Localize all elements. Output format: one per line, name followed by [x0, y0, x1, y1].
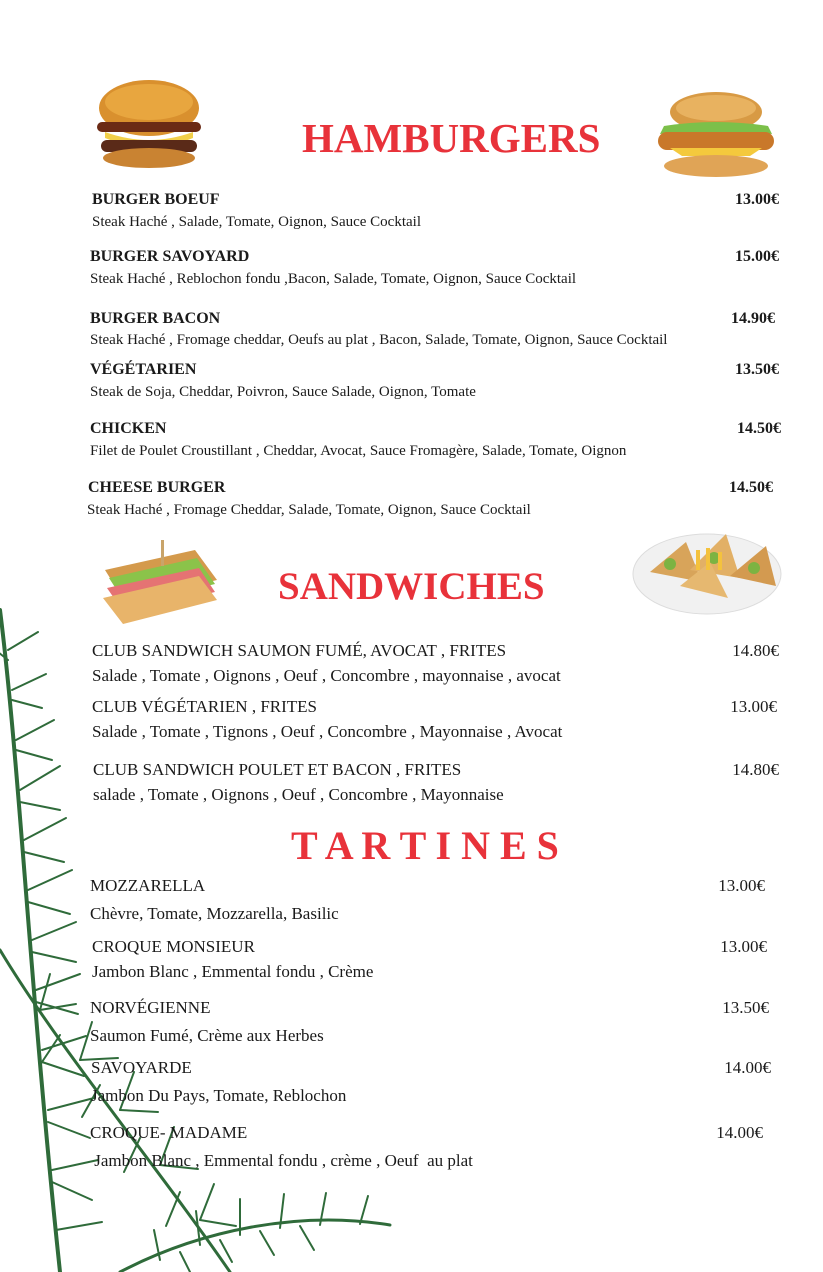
item-price: 13.50€	[735, 361, 779, 378]
item-desc: Saumon Fumé, Crème aux Herbes	[90, 1026, 324, 1045]
item-desc: Salade , Tomate , Oignons , Oeuf , Concombre , mayonnaise , avocat	[92, 666, 561, 685]
item-desc: Steak de Soja, Cheddar, Poivron, Sauce Salade, Oignon, Tomate	[90, 384, 476, 400]
item-name: CHEESE BURGER	[88, 479, 226, 496]
item-price: 14.50€	[729, 479, 773, 496]
item-name: BURGER BACON	[90, 310, 221, 327]
item-desc: Chèvre, Tomate, Mozzarella, Basilic	[90, 904, 339, 923]
item-name: CLUB SANDWICH POULET ET BACON , FRITES	[93, 760, 462, 779]
item-desc: Salade , Tomate , Tignons , Oeuf , Concombre , Mayonnaise , Avocat	[92, 722, 563, 741]
item-price: 14.00€	[716, 1123, 763, 1142]
item-price: 15.00€	[735, 248, 779, 265]
item-price: 13.00€	[720, 937, 767, 956]
item-desc: Jambon Blanc , Emmental fondu , Crème	[92, 962, 374, 981]
item-price: 13.00€	[730, 697, 777, 716]
section-title-sandwiches: SANDWICHES	[278, 565, 545, 608]
item-name: MOZZARELLA	[90, 876, 206, 895]
item-name: CLUB SANDWICH SAUMON FUMÉ, AVOCAT , FRITES	[92, 641, 507, 660]
item-name: NORVÉGIENNE	[90, 998, 211, 1017]
item-name: CLUB VÉGÉTARIEN , FRITES	[92, 697, 317, 716]
item-desc: Steak Haché , Fromage Cheddar, Salade, Tomate, Oignon, Sauce Cocktail	[87, 502, 531, 518]
item-name: CROQUE MONSIEUR	[92, 937, 255, 956]
item-name: BURGER SAVOYARD	[90, 248, 250, 265]
item-name: SAVOYARDE	[91, 1058, 192, 1077]
item-price: 14.00€	[724, 1058, 771, 1077]
item-name: BURGER BOEUF	[92, 191, 220, 208]
item-price: 14.80€	[732, 641, 779, 660]
burger-photo	[95, 78, 203, 172]
section-title-tartines: T A R T I N E S	[291, 823, 559, 868]
sandwich-plate-photo	[630, 512, 784, 620]
club-sandwich-photo	[95, 540, 227, 632]
item-name: CROQUE- MADAME	[90, 1123, 248, 1142]
item-desc: Filet de Poulet Croustillant , Cheddar, Avocat, Sauce Fromagère, Salade, Tomate, Oignon	[90, 443, 627, 459]
item-desc: Jambon Blanc , Emmental fondu , crème , Oeuf au plat	[90, 1151, 473, 1170]
item-desc: Steak Haché , Fromage cheddar, Oeufs au plat , Bacon, Salade, Tomate, Oignon, Sauce Cocktail	[90, 332, 668, 348]
item-price: 14.80€	[732, 760, 779, 779]
item-name: VÉGÉTARIEN	[90, 361, 197, 378]
item-price: 13.50€	[722, 998, 769, 1017]
chicken-burger-photo	[650, 90, 782, 180]
item-desc: Jambon Du Pays, Tomate, Reblochon	[91, 1086, 347, 1105]
item-name: CHICKEN	[90, 420, 167, 437]
item-desc: Steak Haché , Salade, Tomate, Oignon, Sauce Cocktail	[92, 214, 421, 230]
item-price: 14.90€	[731, 310, 775, 327]
item-desc: Steak Haché , Reblochon fondu ,Bacon, Salade, Tomate, Oignon, Sauce Cocktail	[90, 271, 577, 287]
section-title-hamburgers: HAMBURGERS	[302, 115, 601, 161]
item-desc: salade , Tomate , Oignons , Oeuf , Concombre , Mayonnaise	[93, 785, 504, 804]
item-price: 13.00€	[718, 876, 765, 895]
item-price: 14.50€	[737, 420, 781, 437]
item-price: 13.00€	[735, 191, 779, 208]
